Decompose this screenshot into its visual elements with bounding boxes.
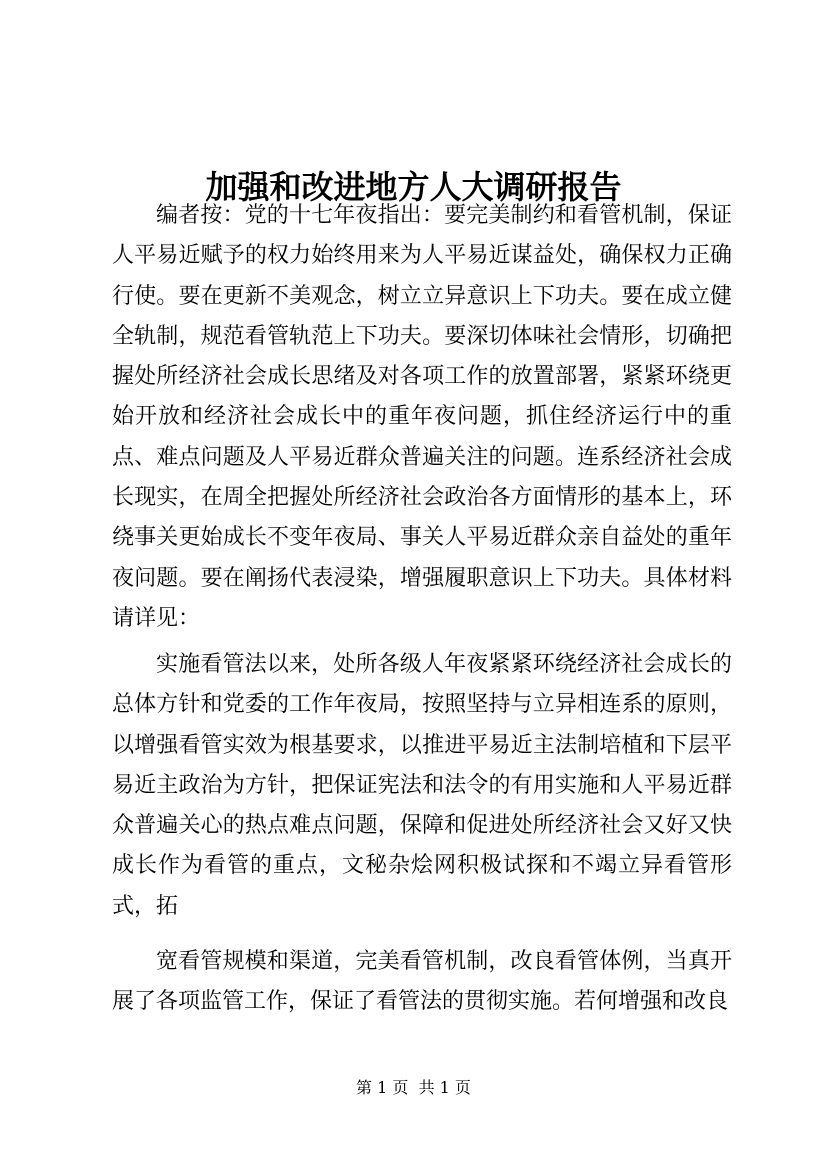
paragraph-editor-note: 编者按：党的十七年夜指出：要完美制约和看管机制，保证人平易近赋予的权力始终用来为人平易近谋益处，确保权力正确行使。要在更新不美观念，树立立异意识上下功夫。要在成立健全轨制，规范看管轨范上下功夫。要深切体味社会情形，切确把握处所经济社会成长思绪及对各项工作的放置部署，紧紧环绕更始开放和经济社会成长中的重年夜问题，抓住经济运行中的重点、难点问题及人平易近群众普遍关注的问题。连系经济社会成长现实，在周全把握处所经济社会政治各方面情形的基本上，环绕事关更始成长不变年夜局、事关人平易近群众亲自益处的重年夜问题。要在阐扬代表浸染，增强履职意识上下功夫。具体材料请详见： xyxy=(112,203,732,631)
paragraph-continuation: 宽看管规模和渠道，完美看管机制，改良看管体例，当真开展了各项监管工作，保证了看管法的贯彻实施。若何增强和改良 xyxy=(112,949,732,1015)
page-number-footer: 第 1 页 共 1 页 xyxy=(356,1078,471,1097)
document-title: 加强和改进地方人大调研报告 xyxy=(205,168,622,207)
paragraph-block-continuation xyxy=(112,942,732,1023)
paragraph-block-editor-note xyxy=(112,196,732,639)
paragraph-block-implementation xyxy=(112,645,732,927)
paragraph-implementation: 实施看管法以来，处所各级人年夜紧紧环绕经济社会成长的总体方针和党委的工作年夜局，按照坚持与立异相连系的原则，以增强看管实效为根基要求，以推进平易近主法制培植和下层平易近主政治为方针，把保证宪法和法令的有用实施和人平易近群众普遍关心的热点难点问题，保障和促进处所经济社会又好又快成长作为看管的重点，文秘杂烩网积极试探和不竭立异看管形式，拓 xyxy=(112,652,732,919)
